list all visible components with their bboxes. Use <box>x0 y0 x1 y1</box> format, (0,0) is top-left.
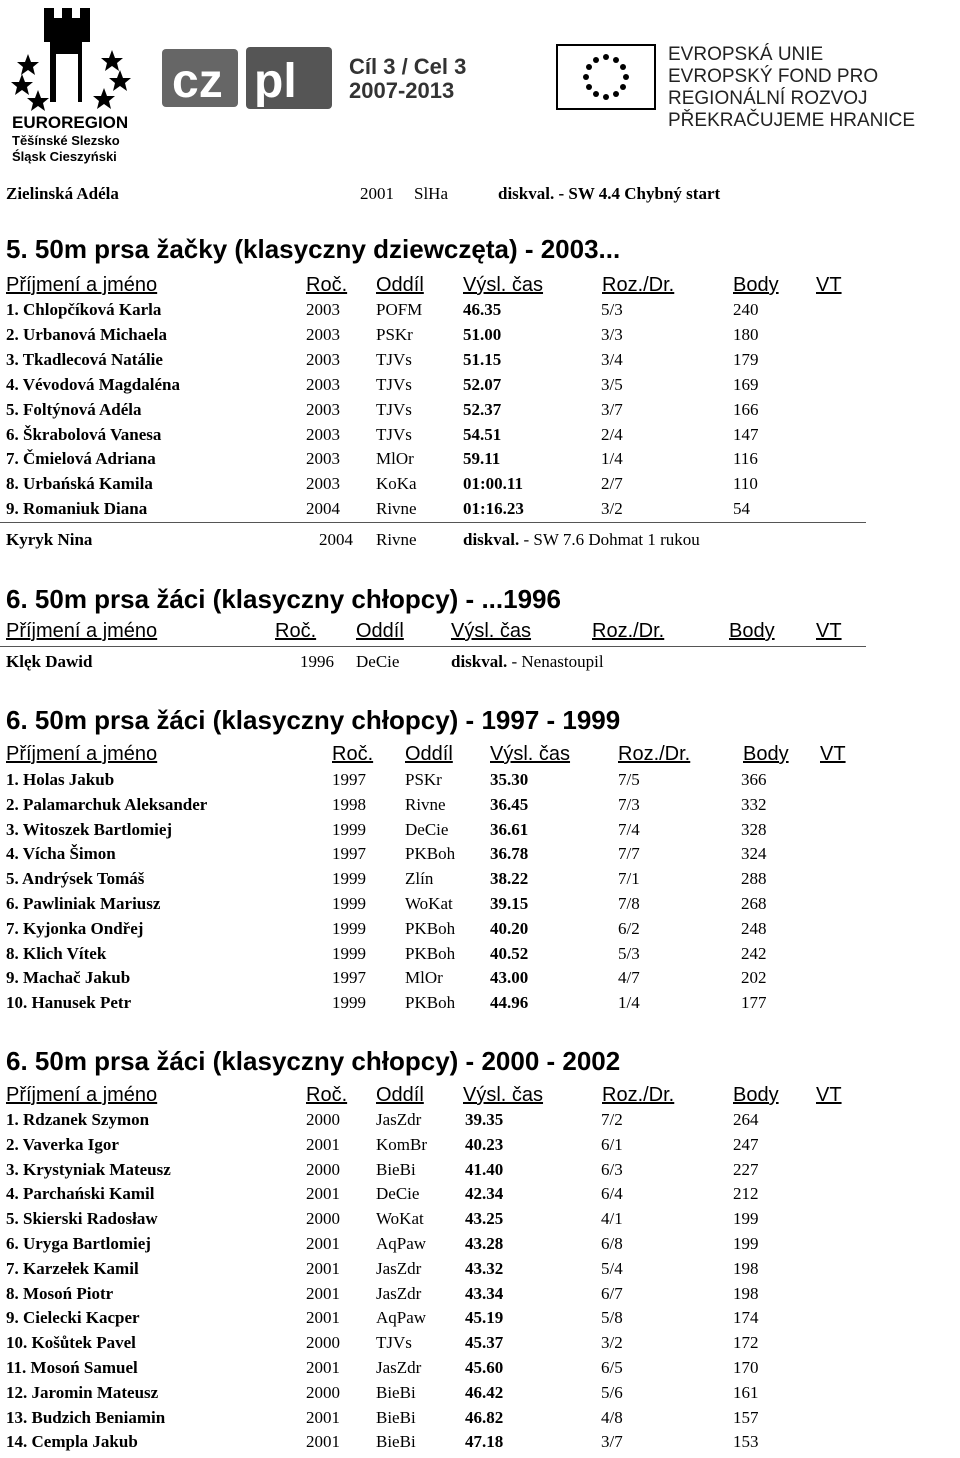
athlete-name: 8. Mosoń Piotr <box>6 1283 114 1303</box>
heat-lane: 6/4 <box>601 1184 623 1204</box>
swim-time: 46.82 <box>465 1407 504 1427</box>
athlete-name: 5. Andrýsek Tomáš <box>6 869 145 889</box>
swim-time: 40.20 <box>490 918 529 938</box>
athlete-name: 8. Urbańská Kamila <box>6 474 153 494</box>
athlete-name: 10. Hanusek Petr <box>6 993 132 1013</box>
swim-time: 46.42 <box>465 1382 504 1402</box>
birth-year: 2004 <box>306 499 340 519</box>
col-name: Příjmení a jméno <box>6 620 158 642</box>
swim-time: 54.51 <box>463 424 502 444</box>
swim-time: 51.00 <box>463 324 502 344</box>
club: KoKa <box>376 474 417 494</box>
col-points: Body <box>743 743 789 765</box>
birth-year: 2001 <box>306 1258 340 1278</box>
athlete-name: 1. Rdzanek Szymon <box>6 1110 150 1129</box>
heat-lane: 7/3 <box>618 794 640 814</box>
birth-year: 2003 <box>306 399 340 419</box>
col-lane: Roz./Dr. <box>592 620 665 642</box>
athlete-name: 2. Palamarchuk Aleksander <box>6 794 208 814</box>
athlete-name: 1. Holas Jakub <box>6 770 115 789</box>
athlete-name: 3. Krystyniak Mateusz <box>6 1159 171 1179</box>
birth-year: 2000 <box>306 1333 340 1353</box>
points: 153 <box>733 1432 759 1452</box>
athlete-name: Zielinská Adéla <box>6 184 119 203</box>
club: DeCie <box>356 652 400 671</box>
birth-year: 2003 <box>306 374 340 394</box>
divider <box>0 522 866 523</box>
swim-time: 36.61 <box>490 819 529 839</box>
club: JasZdr <box>376 1110 422 1129</box>
athlete-name: 6. Uryga Bartlomiej <box>6 1234 151 1253</box>
club: POFM <box>376 300 423 319</box>
points: 324 <box>741 844 767 864</box>
athlete-name: 6. Pawliniak Mariusz <box>6 894 161 913</box>
birth-year: 2001 <box>306 1432 340 1452</box>
birth-year: 2001 <box>306 1407 340 1427</box>
club: MlOr <box>405 968 443 988</box>
col-vt: VT <box>816 274 842 296</box>
athlete-name: 4. Vícha Šimon <box>6 844 116 864</box>
swim-time: 38.22 <box>490 869 529 889</box>
swim-time: 35.30 <box>490 770 529 789</box>
points: 157 <box>733 1407 759 1427</box>
birth-year: 2003 <box>306 300 340 319</box>
logo-header <box>0 0 960 170</box>
heat-lane: 6/3 <box>601 1159 623 1179</box>
points: 170 <box>733 1358 759 1377</box>
section-title: 6. 50m prsa žáci (klasyczny chłopcy) - ...1996 <box>6 584 561 614</box>
birth-year: 1999 <box>332 993 366 1013</box>
col-lane: Roz./Dr. <box>618 743 691 765</box>
club: AqPaw <box>376 1234 427 1253</box>
club: DeCie <box>376 1184 420 1204</box>
swim-time: 43.25 <box>465 1209 504 1229</box>
athlete-name: 9. Machač Jakub <box>6 968 131 988</box>
club: DeCie <box>405 819 449 839</box>
points: 366 <box>741 770 767 789</box>
swim-time: 43.32 <box>465 1258 504 1278</box>
swim-time: 40.23 <box>465 1134 504 1154</box>
eu-flag-icon <box>556 44 656 110</box>
points: 147 <box>733 424 759 444</box>
result <box>463 530 700 550</box>
club: PKBoh <box>405 844 456 864</box>
club: WoKat <box>405 894 453 913</box>
birth-year: 2001 <box>306 1358 340 1377</box>
heat-lane: 7/5 <box>618 770 640 789</box>
points: 169 <box>733 374 759 394</box>
result <box>451 652 604 672</box>
birth-year: 2000 <box>306 1209 340 1229</box>
club: PKBoh <box>405 943 456 963</box>
col-vt: VT <box>820 743 846 765</box>
dq-reason: - SW 7.6 Dohmat 1 rukou <box>519 530 700 549</box>
col-time: Výsl. čas <box>490 743 571 765</box>
col-year: Roč. <box>332 743 374 765</box>
club: PKBoh <box>405 918 456 938</box>
club: TJVs <box>376 349 412 369</box>
points: 328 <box>741 819 767 839</box>
athlete-name: 6. Škrabolová Vanesa <box>6 424 162 444</box>
club: Rivne <box>376 499 417 519</box>
heat-lane: 6/5 <box>601 1358 623 1377</box>
points: 288 <box>741 869 767 889</box>
birth-year: 2000 <box>306 1159 340 1179</box>
points: 248 <box>741 918 767 938</box>
birth-year: 2004 <box>319 530 353 549</box>
athlete-name: 4. Vévodová Magdaléna <box>6 374 180 394</box>
col-lane: Roz./Dr. <box>602 1084 675 1106</box>
athlete-name: 4. Parchański Kamil <box>6 1184 155 1204</box>
birth-year: 2003 <box>306 449 340 469</box>
col-points: Body <box>729 620 775 642</box>
points: 264 <box>733 1110 759 1129</box>
athlete-name: 11. Mosoń Samuel <box>6 1358 138 1377</box>
eu-line-1: EVROPSKÁ UNIE <box>668 44 824 65</box>
athlete-name: 14. Cempla Jakub <box>6 1432 138 1452</box>
heat-lane: 4/1 <box>601 1209 623 1229</box>
col-lane: Roz./Dr. <box>602 274 675 296</box>
birth-year: 1997 <box>332 968 366 988</box>
eu-flag-logo <box>556 44 656 115</box>
points: 247 <box>733 1134 759 1154</box>
points: 199 <box>733 1234 759 1253</box>
swim-time: 43.34 <box>465 1283 504 1303</box>
cil3-years: 2007-2013 <box>349 78 455 103</box>
heat-lane: 2/7 <box>601 474 623 494</box>
swim-time: 39.35 <box>465 1110 504 1129</box>
birth-year: 2001 <box>306 1234 340 1253</box>
birth-year: 2001 <box>306 1283 340 1303</box>
heat-lane: 7/4 <box>618 819 640 839</box>
col-year: Roč. <box>306 1084 348 1106</box>
heat-lane: 7/2 <box>601 1110 623 1129</box>
swim-time: 46.35 <box>463 300 502 319</box>
castle-tower-icon <box>8 4 138 112</box>
club: WoKat <box>376 1209 424 1229</box>
club: JasZdr <box>376 1358 422 1377</box>
eu-fund-text <box>668 44 960 132</box>
section-title: 6. 50m prsa žáci (klasyczny chłopcy) - 2000 - 2002 <box>6 1046 621 1076</box>
swim-time: 52.37 <box>463 399 502 419</box>
club: JasZdr <box>376 1283 422 1303</box>
heat-lane: 4/7 <box>618 968 640 988</box>
cil3-logo <box>349 56 466 102</box>
euroregion-label: EUROREGION <box>12 113 129 132</box>
athlete-name: Kyryk Nina <box>6 530 93 549</box>
athlete-name: 2. Urbanová Michaela <box>6 324 168 344</box>
club: AqPaw <box>376 1308 427 1328</box>
svg-text:cz: cz <box>172 55 223 108</box>
points: 54 <box>733 499 750 519</box>
birth-year: 1998 <box>332 794 366 814</box>
club: PSKr <box>405 770 442 789</box>
col-points: Body <box>733 1084 779 1106</box>
club: BieBi <box>376 1382 416 1402</box>
points: 177 <box>741 993 767 1013</box>
birth-year: 1999 <box>332 894 366 913</box>
birth-year: 1999 <box>332 943 366 963</box>
athlete-name: 13. Budzich Beniamin <box>6 1407 166 1427</box>
club: TJVs <box>376 424 412 444</box>
col-club: Oddíl <box>405 743 453 765</box>
heat-lane: 5/3 <box>601 300 623 319</box>
czpl-wordmark-icon <box>160 45 340 111</box>
swim-time: 36.78 <box>490 844 529 864</box>
heat-lane: 3/2 <box>601 1333 623 1353</box>
euroregion-subtitle-cz: Těšínské Slezsko <box>12 133 120 148</box>
swim-time: 41.40 <box>465 1159 504 1179</box>
col-time: Výsl. čas <box>451 620 532 642</box>
heat-lane: 7/1 <box>618 869 640 889</box>
col-name: Příjmení a jméno <box>6 274 158 296</box>
club: KomBr <box>376 1134 427 1154</box>
section-title: 6. 50m prsa žáci (klasyczny chłopcy) - 1997 - 1999 <box>6 705 621 735</box>
col-name: Příjmení a jméno <box>6 743 158 765</box>
dq-reason: - Nenastoupil <box>507 652 604 671</box>
points: 172 <box>733 1333 759 1353</box>
col-club: Oddíl <box>376 274 424 296</box>
club: SlHa <box>414 184 448 203</box>
heat-lane: 7/7 <box>618 844 640 864</box>
athlete-name: 5. Skierski Radosław <box>6 1209 158 1229</box>
athlete-name: 5. Foltýnová Adéla <box>6 399 142 419</box>
col-time: Výsl. čas <box>463 274 544 296</box>
heat-lane: 6/7 <box>601 1283 623 1303</box>
swim-time: 45.19 <box>465 1308 504 1328</box>
eu-line-3: PŘEKRAČUJEME HRANICE <box>668 110 916 131</box>
heat-lane: 5/4 <box>601 1258 623 1278</box>
points: 161 <box>733 1382 759 1402</box>
col-club: Oddíl <box>376 1084 424 1106</box>
section-title: 5. 50m prsa žačky (klasyczny dziewczęta) - 2003... <box>6 234 621 264</box>
club: TJVs <box>376 374 412 394</box>
birth-year: 1999 <box>332 918 366 938</box>
col-points: Body <box>733 274 779 296</box>
swim-time: 51.15 <box>463 349 502 369</box>
athlete-name: 3. Tkadlecová Natálie <box>6 349 163 369</box>
result: diskval. - SW 4.4 Chybný start <box>498 184 721 203</box>
club: PKBoh <box>405 993 456 1013</box>
heat-lane: 3/2 <box>601 499 623 519</box>
col-club: Oddíl <box>356 620 404 642</box>
athlete-name: 7. Čmielová Adriana <box>6 449 156 469</box>
club: TJVs <box>376 399 412 419</box>
club: Rivne <box>376 530 417 549</box>
athlete-name: 8. Klich Vítek <box>6 943 107 963</box>
points: 240 <box>733 300 759 319</box>
athlete-name: 7. Kyjonka Ondřej <box>6 918 144 938</box>
birth-year: 2000 <box>306 1382 340 1402</box>
club: BieBi <box>376 1159 416 1179</box>
swim-time: 45.37 <box>465 1333 504 1353</box>
points: 198 <box>733 1258 759 1278</box>
heat-lane: 1/4 <box>601 449 623 469</box>
swim-time: 01:16.23 <box>463 499 524 519</box>
athlete-name: 9. Cielecki Kacper <box>6 1308 140 1328</box>
euroregion-subtitle-pl: Śląsk Cieszyński <box>12 149 117 164</box>
swim-time: 52.07 <box>463 374 502 394</box>
points: 110 <box>733 474 758 494</box>
heat-lane: 5/6 <box>601 1382 623 1402</box>
points: 174 <box>733 1308 759 1328</box>
club: BieBi <box>376 1432 416 1452</box>
athlete-name: 2. Vaverka Igor <box>6 1134 119 1154</box>
cil3-title: Cíl 3 / Cel 3 <box>349 54 467 79</box>
eu-line-2: EVROPSKÝ FOND PRO REGIONÁLNÍ ROZVOJ <box>668 66 879 109</box>
club: BieBi <box>376 1407 416 1427</box>
athlete-name: 3. Witoszek Bartlomiej <box>6 819 173 839</box>
swim-time: 36.45 <box>490 794 529 814</box>
heat-lane: 3/3 <box>601 324 623 344</box>
swim-time: 59.11 <box>463 449 501 469</box>
heat-lane: 7/8 <box>618 894 640 913</box>
birth-year: 2001 <box>306 1184 340 1204</box>
euroregion-logo <box>8 4 138 164</box>
points: 179 <box>733 349 759 369</box>
club: MlOr <box>376 449 414 469</box>
swim-time: 43.00 <box>490 968 529 988</box>
birth-year: 1999 <box>332 819 366 839</box>
birth-year: 2003 <box>306 474 340 494</box>
divider <box>0 646 866 647</box>
swim-time: 39.15 <box>490 894 529 913</box>
col-time: Výsl. čas <box>463 1084 544 1106</box>
points: 212 <box>733 1184 759 1204</box>
points: 268 <box>741 894 767 913</box>
heat-lane: 1/4 <box>618 993 640 1013</box>
birth-year: 1996 <box>300 652 334 671</box>
swim-time: 01:00.11 <box>463 474 523 494</box>
points: 116 <box>733 449 758 469</box>
heat-lane: 3/7 <box>601 1432 623 1452</box>
heat-lane: 6/1 <box>601 1134 623 1154</box>
heat-lane: 6/2 <box>618 918 640 938</box>
club: Rivne <box>405 794 446 814</box>
athlete-name: 12. Jaromin Mateusz <box>6 1382 159 1402</box>
birth-year: 2001 <box>306 1134 340 1154</box>
col-name: Příjmení a jméno <box>6 1084 158 1106</box>
birth-year: 2001 <box>306 1308 340 1328</box>
heat-lane: 4/8 <box>601 1407 623 1427</box>
points: 242 <box>741 943 767 963</box>
heat-lane: 5/8 <box>601 1308 623 1328</box>
swim-time: 43.28 <box>465 1234 504 1253</box>
col-vt: VT <box>816 1084 842 1106</box>
points: 202 <box>741 968 767 988</box>
col-year: Roč. <box>275 620 317 642</box>
points: 198 <box>733 1283 759 1303</box>
birth-year: 2003 <box>306 324 340 344</box>
club: Zlín <box>405 869 434 889</box>
birth-year: 2003 <box>306 349 340 369</box>
birth-year: 1997 <box>332 844 366 864</box>
birth-year: 2000 <box>306 1110 340 1129</box>
athlete-name: 9. Romaniuk Diana <box>6 499 148 519</box>
col-year: Roč. <box>306 274 348 296</box>
dq-status: diskval. <box>451 652 508 671</box>
czpl-logo <box>160 45 340 116</box>
heat-lane: 6/8 <box>601 1234 623 1253</box>
club: JasZdr <box>376 1258 422 1278</box>
points: 180 <box>733 324 759 344</box>
athlete-name: 1. Chlopčíková Karla <box>6 300 162 319</box>
col-vt: VT <box>816 620 842 642</box>
swim-time: 42.34 <box>465 1184 504 1204</box>
points: 166 <box>733 399 759 419</box>
athlete-name: 7. Karzełek Kamil <box>6 1258 139 1278</box>
club: PSKr <box>376 324 413 344</box>
points: 199 <box>733 1209 759 1229</box>
heat-lane: 3/5 <box>601 374 623 394</box>
swim-time: 47.18 <box>465 1432 504 1452</box>
swim-time: 44.96 <box>490 993 529 1013</box>
swim-time: 40.52 <box>490 943 529 963</box>
svg-text:pl: pl <box>254 55 297 108</box>
birth-year: 2001 <box>360 184 394 203</box>
heat-lane: 5/3 <box>618 943 640 963</box>
athlete-name: Klęk Dawid <box>6 652 93 671</box>
heat-lane: 3/7 <box>601 399 623 419</box>
points: 332 <box>741 794 767 814</box>
birth-year: 1999 <box>332 869 366 889</box>
birth-year: 1997 <box>332 770 366 789</box>
dq-status: diskval. <box>463 530 520 549</box>
points: 227 <box>733 1159 759 1179</box>
swim-time: 45.60 <box>465 1358 504 1377</box>
club: TJVs <box>376 1333 412 1353</box>
heat-lane: 2/4 <box>601 424 623 444</box>
heat-lane: 3/4 <box>601 349 623 369</box>
athlete-name: 10. Košůtek Pavel <box>6 1333 136 1353</box>
birth-year: 2003 <box>306 424 340 444</box>
